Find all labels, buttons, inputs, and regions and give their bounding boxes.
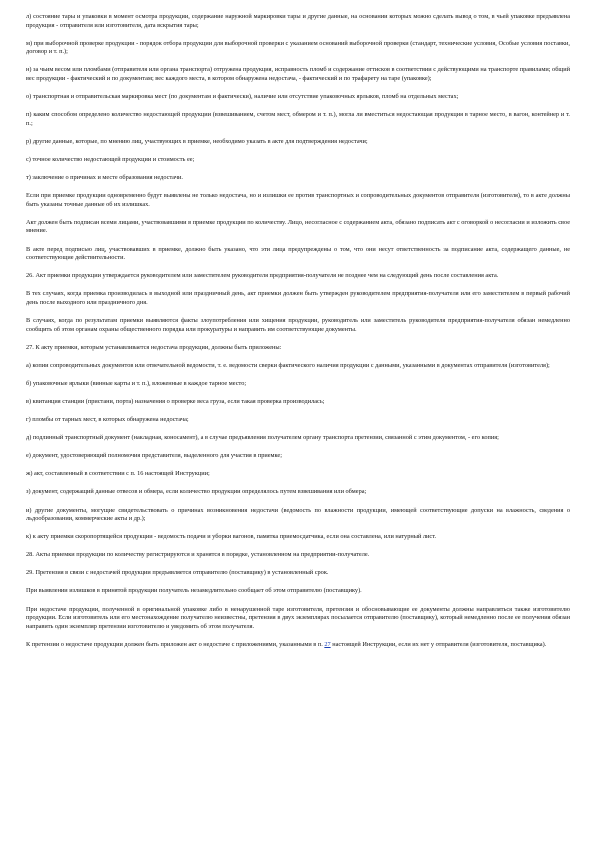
paragraph-27-i: и) другие документы, могущие свидетельствовать о причинах возникновения недостачи (ведомость по влажности продукции, имеющей соответствующие допуски на влажность, сведения о льдообразовании, коммерческие акты и др.); bbox=[26, 506, 570, 523]
paragraph-29: 29. Претензия в связи с недостачей продукции предъявляется отправителю (поставщику) в установленный срок. bbox=[26, 569, 329, 577]
paragraph-27-z: з) документ, содержащий данные отвесов и обмера, если количество продукции определялось путем взвешивания или обмера; bbox=[26, 488, 367, 496]
paragraph-26-holiday: В тех случаях, когда приемка производилась в выходной или праздничный день, акт приемки должен быть утвержден руководителем предприятия-получателя или его заместителем в первый рабочий день после выходного или праздничного дня. bbox=[26, 290, 570, 306]
document-page bbox=[26, 13, 570, 657]
paragraph-27-e: е) документ, удостоверяющий полномочия представителя, выделенного для участия в приемке; bbox=[26, 452, 282, 460]
paragraph-27-b: б) упаковочные ярлыки (винные карты и т. п.), вложенные в каждое тарное место; bbox=[26, 379, 247, 387]
paragraph-26: 26. Акт приемки продукции утверждается руководителем или заместителем руководителя предприятия-получателя не позднее чем на следующий день после составления акта. bbox=[26, 272, 499, 280]
paragraph-27: 27. К акту приемки, которым устанавливается недостача продукции, должны быть приложены: bbox=[26, 343, 282, 351]
paragraph-28: 28. Акты приемки продукции по количеству регистрируются и хранятся в порядке, установленном на предприятии-получателе. bbox=[26, 551, 370, 559]
clause-27-link[interactable]: 27 bbox=[324, 640, 331, 648]
paragraph-27-v: в) квитанция станции (пристани, порта) назначения о проверке веса груза, если такая проверка производилась; bbox=[26, 397, 325, 405]
paragraph-signatures: Акт должен быть подписан всеми лицами, участвовавшими в приемке продукции по количеству. Лицо, несогласное с содержанием акта, обязано подписать акт с оговоркой о несогласии и изложить свое мнение. bbox=[26, 218, 570, 235]
paragraph-p: п) каким способом определено количество недостающей продукции (взвешиванием, счетом мест, обмером и т. п.), могла ли вместиться недостающая продукция в тарное место, в вагон, контейнер и т. п.; bbox=[26, 111, 570, 127]
claim-attachment-tail: настоящей Инструкции, если их нет у отправителя (изготовителя, поставщика). bbox=[332, 640, 547, 648]
paragraph-r: р) другие данные, которые, по мнению лиц, участвующих в приемке, необходимо указать в акте для подтверждения недостачи; bbox=[26, 137, 368, 145]
paragraph-27-zh: ж) акт, составленный в соответствии с п. 16 настоящей Инструкции; bbox=[26, 470, 210, 478]
paragraph-27-a: а) копии сопроводительных документов или отвечательной ведомости, т. е. ведомости сверки фактического наличия продукции с данными, указанными в документах отправителя (изготовителя); bbox=[26, 361, 550, 369]
paragraph-surplus: Если при приемке продукции одновременно будут выявлены не только недостача, но и излишки ее против транспортных и сопроводительных документов отправителя (изготовителя), то в акте должны быть указаны точные данные об их излишках. bbox=[26, 192, 570, 208]
paragraph-n: н) за чьим весом или пломбами (отправителя или органа транспорта) отгружена продукция, исправность пломб и содержание оттисков в соответствии с действующими на транспорте правилами; общий вес продукции - фактический и по документам; вес каждого места, в котором обнаружена недостача, - фактический и по трафарету на таре (упаковке); bbox=[26, 66, 570, 82]
paragraph-26-abuse: В случаях, когда по результатам приемки выявляются факты злоупотребления или хищения продукции, руководитель или заместитель руководителя предприятия-получателя обязан немедленно сообщить об этом органам охраны общественного порядка или прокуратуры и направить им соответствующие документы. bbox=[26, 316, 570, 333]
paragraph-claim-attachment bbox=[26, 641, 570, 650]
paragraph-27-k: к) к акту приемки скоропортящейся продукции - ведомость подачи и уборки вагонов, памятка приемосдатчика, если она составлена, или натурный лист. bbox=[26, 533, 437, 541]
paragraph-o: о) транспортная и отправительская маркировка мест (по документам и фактически), наличие или отсутствие упаковочных ярлыков, пломб на отдельных местах; bbox=[26, 93, 459, 101]
paragraph-27-d: д) подлинный транспортный документ (накладная, коносамент), а в случае предъявления получателем органу транспорта претензии, связанной с этим документом, - его копия; bbox=[26, 434, 499, 442]
paragraph-responsibility: В акте перед подписью лиц, участвовавших в приемке, должно быть указано, что эти лица предупреждены о том, что они несут ответственность за подписание акта, содержащего данные, не соответствующие действительности. bbox=[26, 245, 570, 262]
paragraph-27-g: г) пломбы от тарных мест, в которых обнаружена недостача; bbox=[26, 416, 189, 424]
paragraph-m: м) при выборочной проверке продукции - порядок отбора продукции для выборочной проверки с указанием оснований выборочной проверки (стандарт, технические условия, Особые условия поставки, договор и т. п.); bbox=[26, 39, 570, 56]
paragraph-s: с) точное количество недостающей продукции и стоимость ее; bbox=[26, 155, 195, 163]
paragraph-29-manufacturer: При недостаче продукции, полученной в оригинальной упаковке либо в ненарушенной таре изготовителя, претензия и обосновывающие ее документы должны направляться также изготовителю продукции. Если изготовитель или его местонахождение получателю неизвестны, претензия в двух экземплярах посылается отправителю (поставщику), который немедленно после ее получения обязан направить один экземпляр претензии изготовителю и уведомить об этом получателя. bbox=[26, 605, 570, 630]
paragraph-l: л) состояние тары и упаковки в момент осмотра продукции, содержание наружной маркировки тары и другие данные, на основании которых можно сделать вывод о том, в чьей упаковке предъявлена продукция - отправителя или изготовителя, дата вскрытия тары; bbox=[26, 13, 570, 29]
claim-attachment-text: К претензии о недостаче продукции должен быть приложен акт о недостаче с приложениями, указанными в п. bbox=[26, 640, 323, 648]
paragraph-t: т) заключение о причинах и месте образования недостачи. bbox=[26, 174, 183, 182]
paragraph-29-surplus: При выявлении излишков в принятой продукции получатель незамедлительно сообщает об этом отправителю (поставщику). bbox=[26, 587, 362, 595]
